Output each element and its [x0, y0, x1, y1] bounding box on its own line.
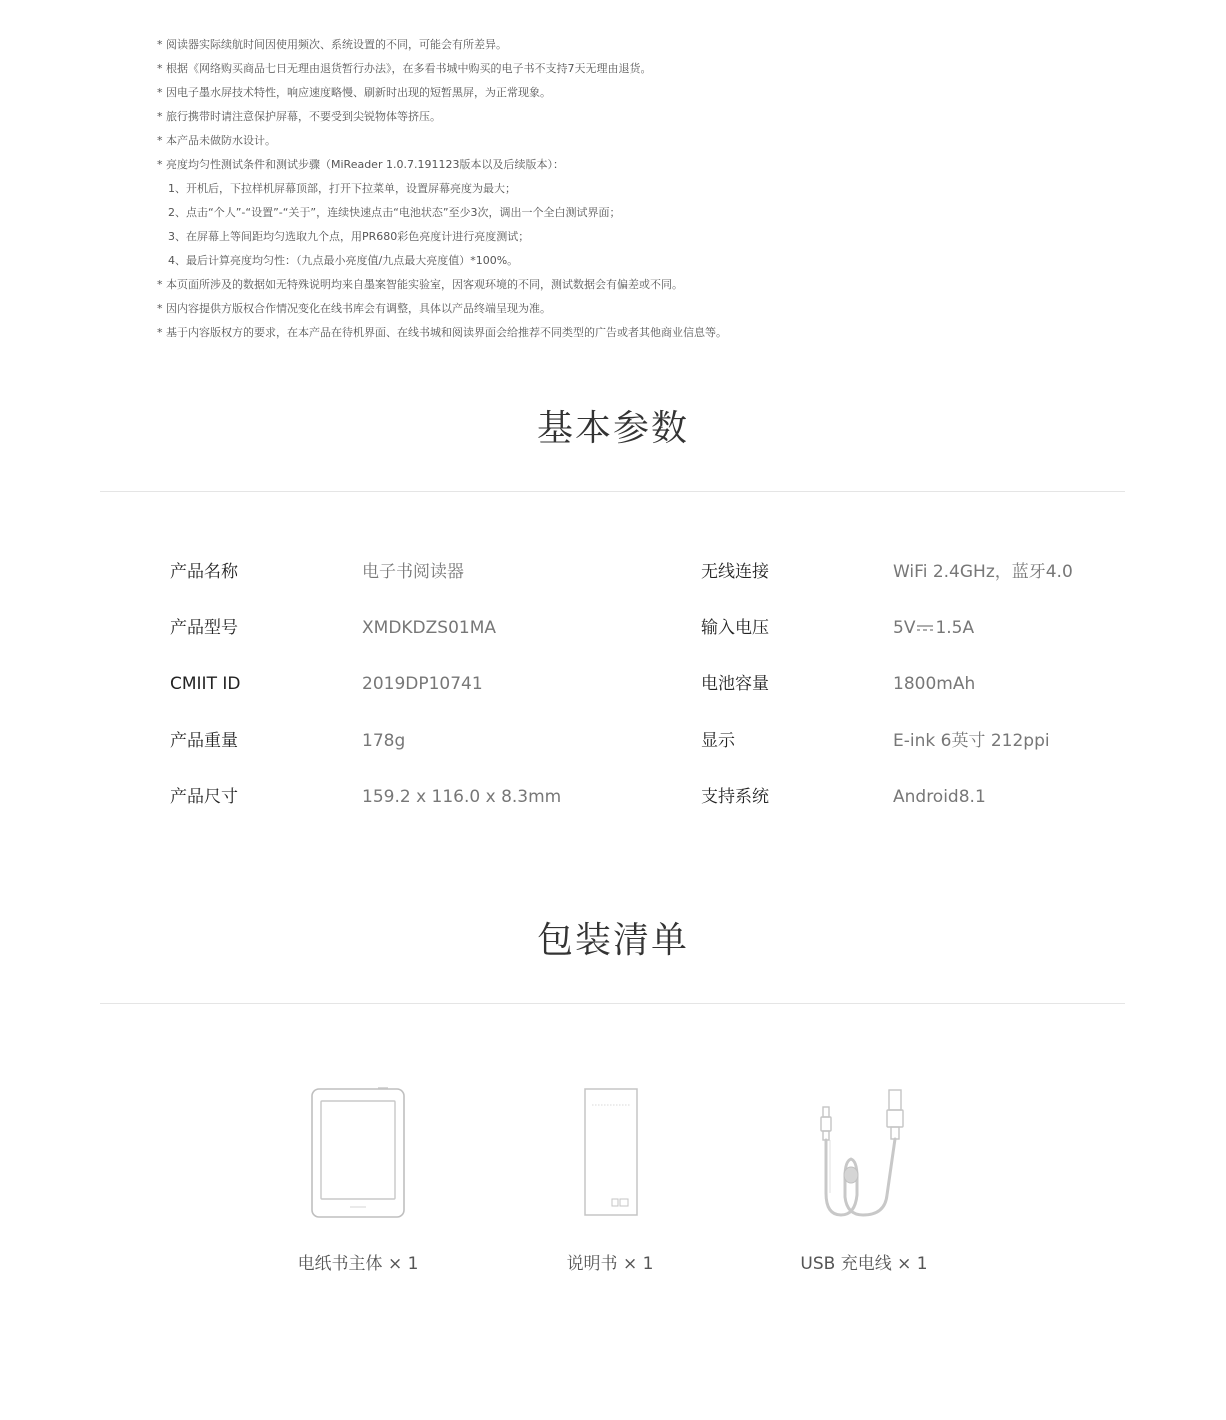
- note-step: 1、开机后，下拉样机屏幕顶部，打开下拉菜单，设置屏幕亮度为最大；: [168, 182, 516, 195]
- spec-row: [0, 613, 1226, 643]
- note-line: * 旅行携带时请注意保护屏幕，不要受到尖锐物体等挤压。: [157, 110, 441, 123]
- note-line: * 阅读器实际续航时间因使用频次、系统设置的不同，可能会有所差异。: [157, 38, 507, 51]
- package-item: [248, 1085, 468, 1274]
- note-line: * 本产品未做防水设计。: [157, 134, 276, 147]
- spec-value: Android8.1: [893, 787, 986, 807]
- package-item-label: 说明书 × 1: [566, 1254, 654, 1274]
- package-section-title: 包装清单: [536, 920, 689, 961]
- spec-value: 1800mAh: [893, 674, 976, 694]
- disclaimer-notes: [157, 33, 1117, 345]
- note-line: * 本页面所涉及的数据如无特殊说明均来自墨案智能实验室，因客观环境的不同，测试数据会有偏差或不同。: [157, 278, 683, 291]
- section-divider: [100, 1003, 1125, 1004]
- note-step: 3、在屏幕上等间距均匀选取九个点，用PR680彩色亮度计进行亮度测试；: [168, 230, 530, 243]
- spec-value: 178g: [362, 731, 406, 751]
- package-item: [500, 1085, 720, 1274]
- note-line: * 根据《网络购买商品七日无理由退货暂行办法》，在多看书城中购买的电子书不支持7天无理由退货。: [157, 62, 652, 75]
- e-reader-icon: [308, 1085, 408, 1221]
- spec-value: XMDKDZS01MA: [362, 618, 497, 638]
- note-step: 4、最后计算亮度均匀性：（九点最小亮度值/九点最大亮度值）*100%。: [168, 254, 519, 267]
- spec-label: 显示: [701, 731, 735, 751]
- spec-label: 无线连接: [701, 562, 769, 582]
- specs-section-title: 基本参数: [536, 408, 689, 449]
- spec-label: 产品型号: [170, 618, 238, 638]
- note-line: * 因内容提供方版权合作情况变化在线书库会有调整，具体以产品终端呈现为准。: [157, 302, 551, 315]
- spec-value: 2019DP10741: [362, 674, 483, 694]
- current-value: 1.5A: [935, 618, 975, 638]
- package-item-label: USB 充电线 × 1: [800, 1254, 928, 1274]
- note-line: * 基于内容版权方的要求，在本产品在待机界面、在线书城和阅读界面会给推荐不同类型的广告或者其他商业信息等。: [157, 326, 727, 339]
- spec-row: [0, 669, 1226, 699]
- spec-value-voltage: [893, 613, 974, 643]
- spec-value: 电子书阅读器: [362, 562, 464, 582]
- usb-cable-icon: [809, 1085, 919, 1221]
- spec-label: 支持系统: [701, 787, 769, 807]
- spec-label: 电池容量: [701, 674, 769, 694]
- spec-label: CMIIT ID: [170, 674, 241, 694]
- spec-label: 产品重量: [170, 731, 238, 751]
- package-item: [754, 1085, 974, 1274]
- section-divider: [100, 491, 1125, 492]
- spec-row: [0, 782, 1226, 812]
- note-line: * 因电子墨水屏技术特性，响应速度略慢、刷新时出现的短暂黑屏，为正常现象。: [157, 86, 551, 99]
- manual-icon: [580, 1085, 640, 1221]
- spec-value: E-ink 6英寸 212ppi: [893, 731, 1050, 751]
- spec-value: 159.2 x 116.0 x 8.3mm: [362, 787, 562, 807]
- spec-row: [0, 557, 1226, 587]
- note-step: 2、点击“个人”-“设置”-“关于”，连续快速点击“电池状态”至少3次，调出一个全白测试界面；: [168, 206, 621, 219]
- dc-current-icon: [916, 623, 934, 633]
- voltage-value: 5V: [893, 618, 916, 638]
- spec-label: 产品名称: [170, 562, 238, 582]
- note-line: * 亮度均匀性测试条件和测试步骤（MiReader 1.0.7.191123版本以及后续版本）：: [157, 158, 564, 171]
- spec-row: [0, 726, 1226, 756]
- spec-value: WiFi 2.4GHz，蓝牙4.0: [893, 562, 1073, 582]
- package-item-label: 电纸书主体 × 1: [297, 1254, 419, 1274]
- spec-label: 产品尺寸: [170, 787, 238, 807]
- spec-label: 输入电压: [701, 618, 769, 638]
